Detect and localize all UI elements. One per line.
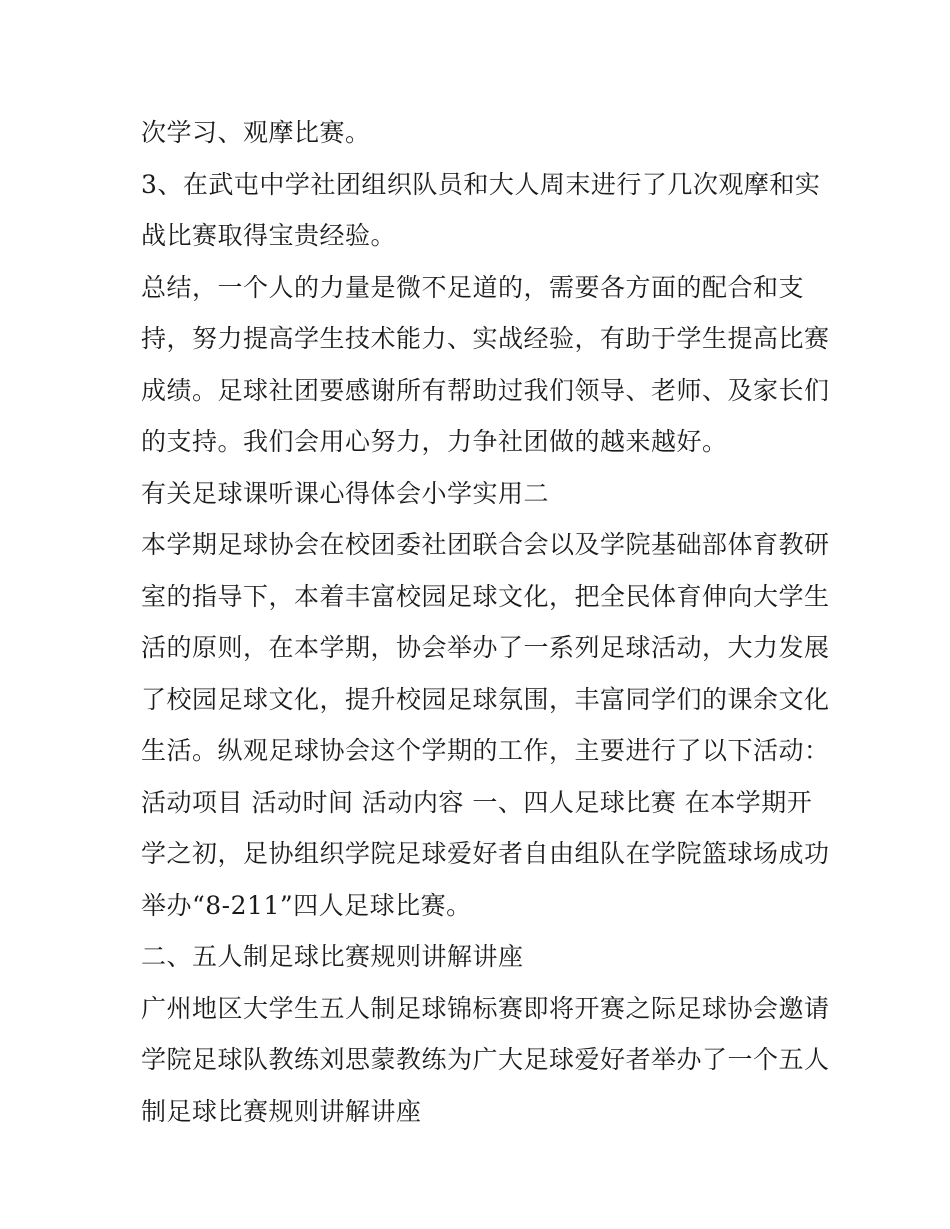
text-line: 3、在武屯中学社团组织队员和大人周末进行了几次观摩和实 (141, 169, 821, 199)
text-line: 了校园足球文化，提升校园足球氛围，丰富同学们的课余文化 (141, 684, 830, 714)
text-line: 战比赛取得宝贵经验。 (141, 221, 397, 250)
text-line: 举办“8-211”四人足球比赛。 (141, 890, 472, 920)
section-heading: 有关足球课听课心得体会小学实用二 (141, 478, 550, 508)
text-line: 总结，一个人的力量是微不足道的，需要各方面的配合和支 (141, 272, 805, 302)
text-line: 成绩。足球社团要感谢所有帮助过我们领导、老师、及家长们 (141, 375, 830, 405)
text-line: 生活。纵观足球协会这个学期的工作，主要进行了以下活动： (141, 736, 830, 765)
text-line: 持，努力提高学生技术能力、实战经验，有助于学生提高比赛 (141, 324, 830, 353)
text-line: 学院足球队教练刘思蒙教练为广大足球爱好者举办了一个五人 (141, 1045, 830, 1074)
text-line: 制足球比赛规则讲解讲座 (141, 1096, 422, 1126)
document-body (141, 107, 830, 1137)
text-line: 学之初，足协组织学院足球爱好者自由组队在学院篮球场成功 (141, 839, 830, 868)
text-line: 次学习、观摩比赛。 (141, 118, 371, 147)
text-line: 广州地区大学生五人制足球锦标赛即将开赛之际足球协会邀请 (141, 993, 830, 1023)
text-line: 本学期足球协会在校团委社团联合会以及学院基础部体育教研 (141, 530, 830, 559)
text-line: 活的原则，在本学期，协会举办了一系列足球活动，大力发展 (141, 633, 830, 662)
text-line: 活动项目 活动时间 活动内容 一、四人足球比赛 在本学期开 (141, 787, 813, 817)
text-line: 的支持。我们会用心努力，力争社团做的越来越好。 (141, 427, 728, 456)
text-line: 室的指导下，本着丰富校园足球文化，把全民体育伸向大学生 (141, 581, 830, 611)
section-heading: 二、五人制足球比赛规则讲解讲座 (141, 942, 524, 971)
